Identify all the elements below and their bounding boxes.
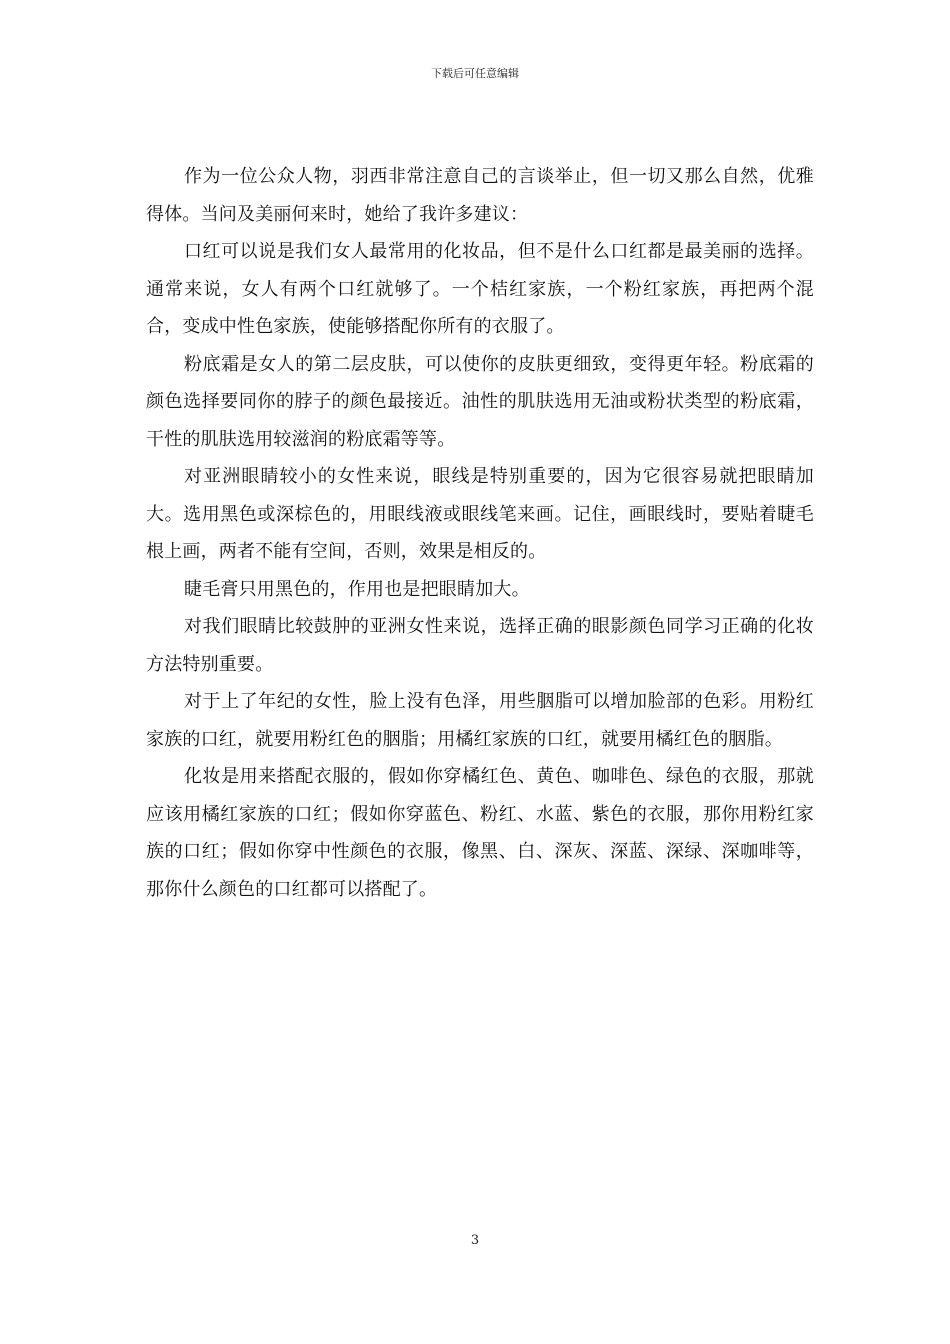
paragraph-eyeliner: 对亚洲眼睛较小的女性来说，眼线是特别重要的，因为它很容易就把眼睛加大。选用黑色或深棕色的，用眼线液或眼线笔来画。记住，画眼线时，要贴着睫毛根上画，两者不能有空间，否则，效果是相反的。 <box>146 466 814 562</box>
paragraph-blush: 对于上了年纪的女性，脸上没有色泽，用些胭脂可以增加脸部的色彩。用粉红家族的口红，就要用粉红色的胭脂；用橘红家族的口红，就要用橘红色的胭脂。 <box>146 691 814 750</box>
paragraph-eyeshadow: 对我们眼睛比较鼓肿的亚洲女性来说，选择正确的眼影颜色同学习正确的化妆方法特别重要。 <box>146 616 814 675</box>
document-body <box>146 158 814 908</box>
paragraph-intro: 作为一位公众人物，羽西非常注意自己的言谈举止，但一切又那么自然，优雅得体。当问及美丽何来时，她给了我许多建议： <box>146 166 814 225</box>
paragraph-foundation: 粉底霜是女人的第二层皮肤，可以使你的皮肤更细致，变得更年轻。粉底霜的颜色选择要同你的脖子的颜色最接近。油性的肌肤选用无油或粉状类型的粉底霜，干性的肌肤选用较滋润的粉底霜等等。 <box>146 353 814 450</box>
page-number: 3 <box>470 1233 480 1248</box>
page-header: 下载后可任意编辑 <box>431 67 519 80</box>
paragraph-mascara: 睫毛膏只用黑色的，作用也是把眼睛加大。 <box>184 578 530 600</box>
paragraph-lipstick: 口红可以说是我们女人最常用的化妆品，但不是什么口红都是最美丽的选择。通常来说，女人有两个口红就够了。一个桔红家族，一个粉红家族，再把两个混合，变成中性色家族，使能够搭配你所有的衣服了。 <box>146 241 814 337</box>
paragraph-clothing-match: 化妆是用来搭配衣服的，假如你穿橘红色、黄色、咖啡色、绿色的衣服，那就应该用橘红家族的口红；假如你穿蓝色、粉红、水蓝、紫色的衣服，那你用粉红家族的口红；假如你穿中性颜色的衣服，像黑、白、深灰、深蓝、深绿、深咖啡等，那你什么颜色的口红都可以搭配了。 <box>146 766 814 900</box>
